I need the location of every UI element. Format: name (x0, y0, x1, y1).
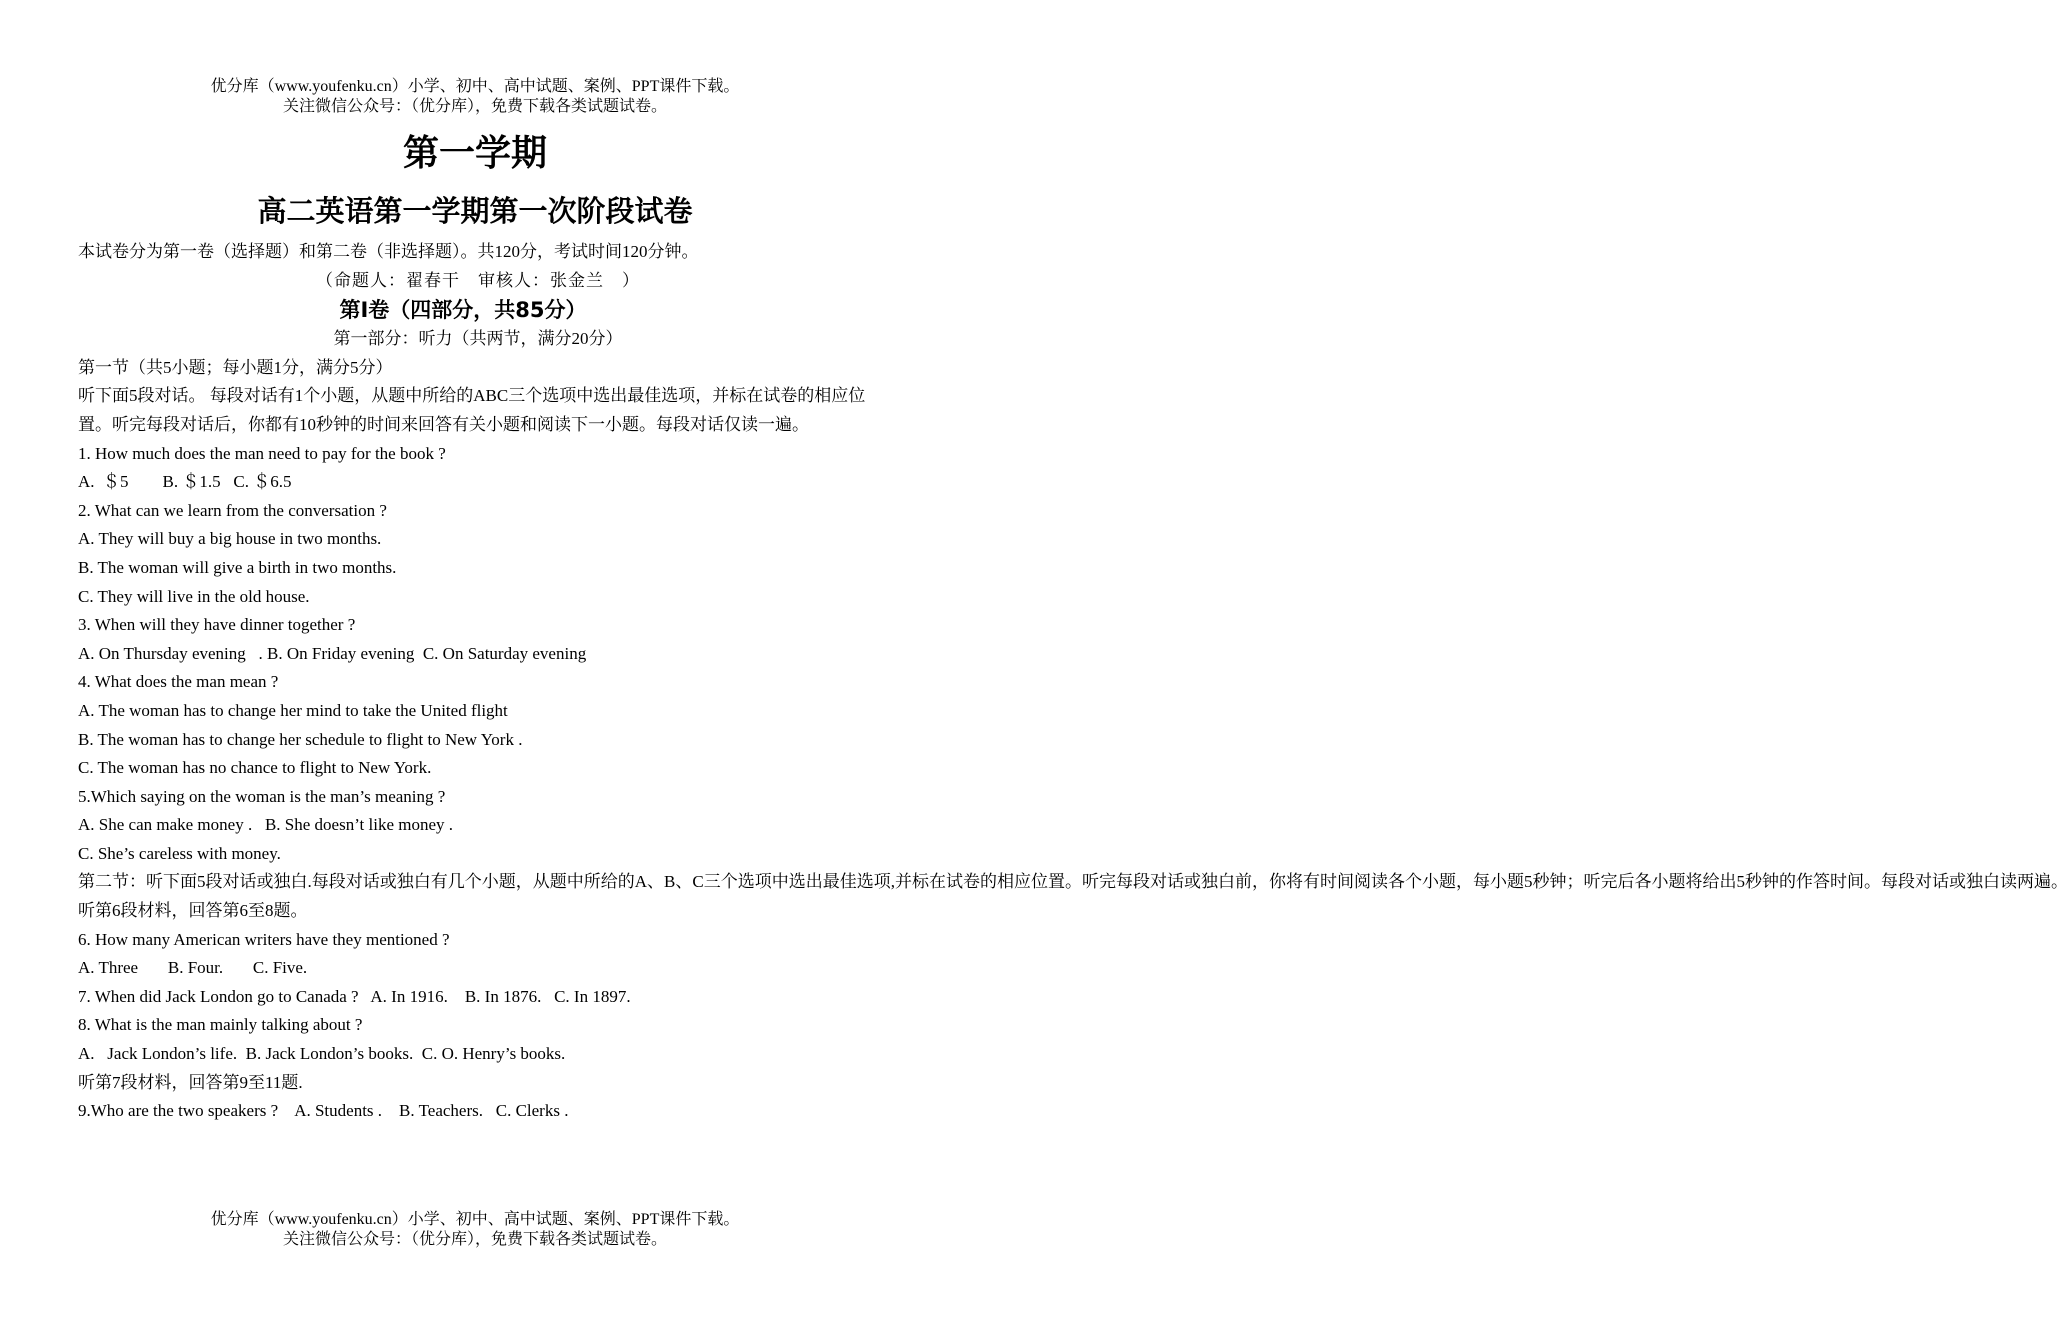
question-5-option-c: C. She’s careless with money. (78, 843, 281, 863)
question-2-option-a: A. They will buy a big house in two months. (78, 529, 382, 549)
question-2: 2. What can we learn from the conversation ? (78, 500, 387, 520)
section-2-instructions: 第二节：听下面5段对话或独白.每段对话或独白有几个小题，从题中所给的A、B、C三个选项中选出最佳选项,并标在试卷的相应位置。听完每段对话或独白前，你将有时间阅读各个小题，每小题5秒钟；听完后各小题将给出5秒钟的作答时间。每段对话或独白读两遍。 (78, 872, 2068, 892)
question-6: 6. How many American writers have they mentioned ? (78, 929, 450, 949)
question-3-options: A. On Thursday evening . B. On Friday evening C. On Saturday evening (78, 643, 587, 663)
section-1-instructions: 听下面5段对话。 每段对话有1个小题，从题中所给的ABC三个选项中选出最佳选项，并标在试卷的相应位置。听完每段对话后，你都有10秒钟的时间来回答有关小题和阅读下一小题。每段对话仅读一遍。 (78, 386, 866, 434)
question-8-options: A. Jack London’s life. B. Jack London’s books. C. O. Henry’s books. (78, 1044, 566, 1064)
question-2-option-b: B. The woman will give a birth in two months. (78, 557, 397, 577)
question-4-option-a: A. The woman has to change her mind to take the United flight (78, 700, 508, 720)
exam-body (78, 238, 2068, 1126)
header-line-1: 优分库（www.youfenku.cn）小学、初中、高中试题、案例、PPT课件下载。 (210, 78, 740, 95)
authors-line: （命题人：翟春干 审核人：张金兰 ） (316, 270, 640, 291)
question-5: 5.Which saying on the woman is the man’s meaning ? (78, 786, 446, 806)
material-6-heading: 听第6段材料，回答第6至8题。 (78, 901, 308, 921)
question-7: 7. When did Jack London go to Canada ? A. In 1916. B. In 1876. C. In 1897. (78, 986, 631, 1006)
header-line-2: 关注微信公众号：（优分库），免费下载各类试题试卷。 (282, 98, 667, 115)
intro-text: 本试卷分为第一卷（选择题）和第二卷（非选择题）。共120分，考试时间120分钟。 (78, 242, 699, 261)
question-5-options-ab: A. She can make money . B. She doesn’t like money . (78, 815, 454, 835)
question-6-options: A. Three B. Four. C. Five. (78, 958, 308, 978)
question-4-option-b: B. The woman has to change her schedule to flight to New York . (78, 729, 523, 749)
footer-line-2: 关注微信公众号：（优分库），免费下载各类试题试卷。 (282, 1231, 667, 1248)
question-1-options: A. ＄5 B. ＄1.5 C. ＄6.5 (78, 472, 292, 492)
material-7-heading: 听第7段材料，回答第9至11题. (78, 1072, 303, 1092)
question-2-option-c: C. They will live in the old house. (78, 586, 310, 606)
question-4: 4. What does the man mean ? (78, 672, 279, 692)
section-1-heading: 第一节（共5小题；每小题1分，满分5分） (78, 357, 393, 377)
term-title: 第一学期 (402, 132, 547, 174)
part-1-heading: 第一部分：听力（共两节，满分20分） (333, 329, 623, 349)
volume-1-heading: 第Ⅰ卷（四部分，共85分） (339, 298, 587, 323)
question-3: 3. When will they have dinner together ? (78, 615, 356, 635)
question-1: 1. How much does the man need to pay for the book ? (78, 443, 446, 463)
exam-title: 高二英语第一学期第一次阶段试卷 (257, 194, 693, 228)
question-8: 8. What is the man mainly talking about ? (78, 1015, 363, 1035)
question-4-option-c: C. The woman has no chance to flight to New York. (78, 758, 432, 778)
question-9: 9.Who are the two speakers ? A. Students . B. Teachers. C. Clerks . (78, 1101, 569, 1121)
footer-line-1: 优分库（www.youfenku.cn）小学、初中、高中试题、案例、PPT课件下载。 (210, 1211, 740, 1228)
